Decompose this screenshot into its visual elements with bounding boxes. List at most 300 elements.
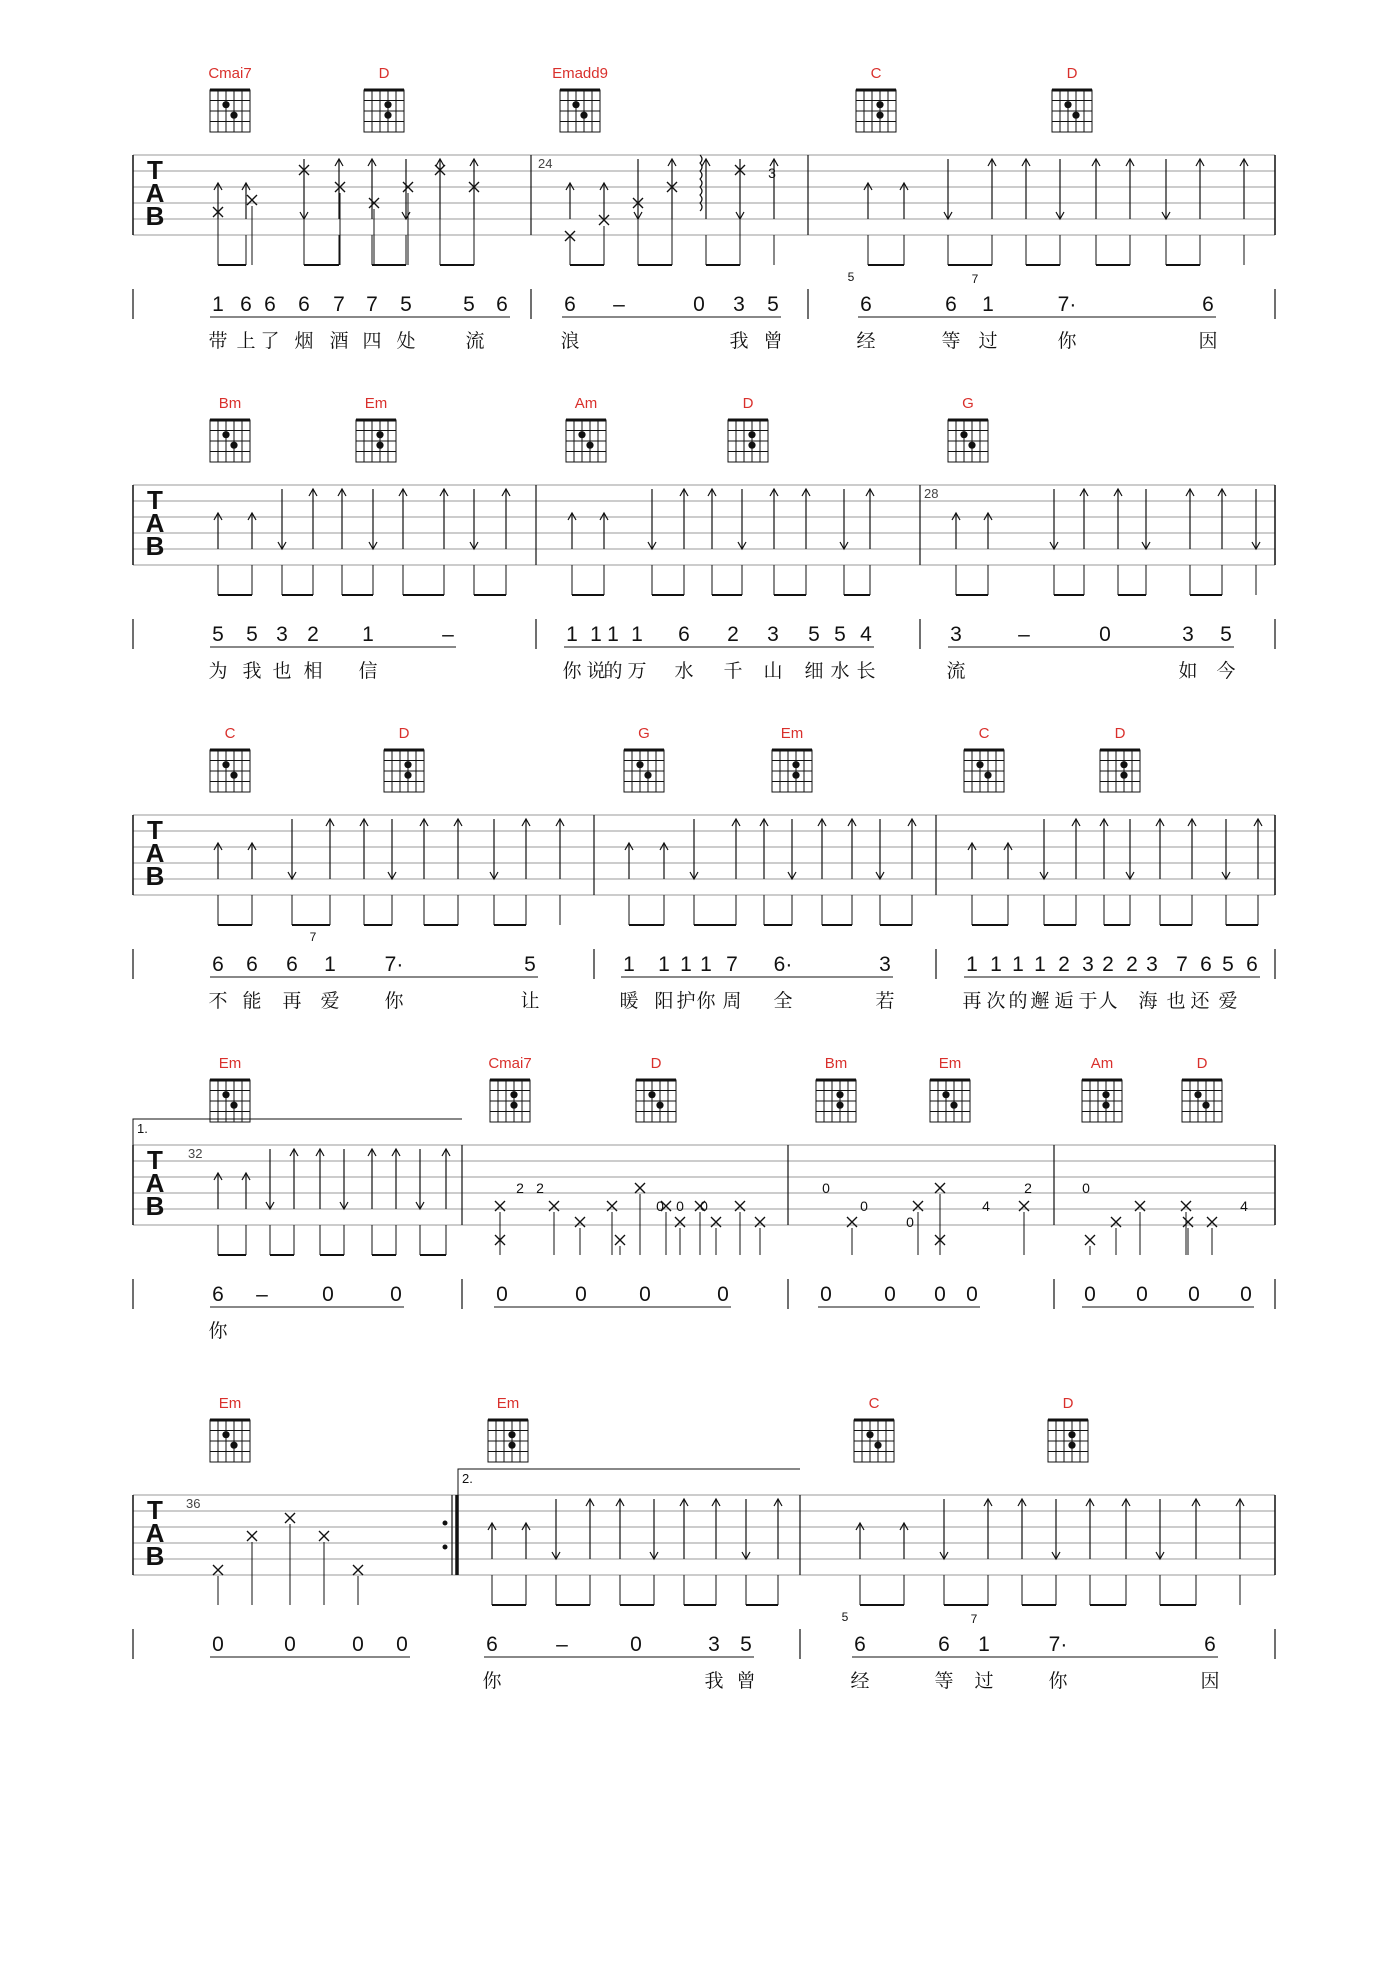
finger-dot <box>384 101 391 108</box>
jianpu-note: 3 <box>767 623 779 646</box>
lyric-char: 今 <box>1216 661 1236 682</box>
chord-name: Bm <box>824 1055 848 1072</box>
jianpu-note: 3 <box>1182 623 1194 646</box>
finger-dot <box>230 772 237 779</box>
lyric-char: 你 <box>208 1321 228 1342</box>
jianpu-note: 5 <box>246 623 258 646</box>
jianpu-note: 2 <box>1058 953 1070 976</box>
picked-note-x <box>935 1183 945 1193</box>
finger-dot <box>230 1442 237 1449</box>
finger-dot <box>1068 1442 1075 1449</box>
tab-fret-number: 4 <box>982 1198 990 1214</box>
chord-diagram <box>1048 1395 1088 1462</box>
tab-fret-number: 0 <box>822 1180 830 1196</box>
tab-fret-number: 3 <box>768 165 776 181</box>
tab-clef-letter: A <box>145 178 165 208</box>
lyric-char: 处 <box>396 331 416 352</box>
finger-dot <box>376 431 383 438</box>
finger-dot <box>748 431 755 438</box>
lyric-char: 爱 <box>1218 991 1238 1012</box>
jianpu-dash: – <box>613 293 625 316</box>
lyric-char: 细 <box>804 661 824 682</box>
jianpu-note: 7· <box>1057 293 1077 316</box>
chord-diagram <box>1100 725 1140 792</box>
jianpu-note: 7 <box>366 293 378 316</box>
finger-dot <box>404 761 411 768</box>
jianpu-note: 0 <box>639 1283 651 1306</box>
finger-dot <box>1068 1431 1075 1438</box>
jianpu-note: 5 <box>1220 623 1232 646</box>
jianpu-note: 5 <box>808 623 820 646</box>
jianpu-note: 6 <box>678 623 690 646</box>
lyric-char: 流 <box>946 661 966 682</box>
tab-clef-letter: A <box>145 1168 165 1198</box>
measure-number: 28 <box>924 486 939 501</box>
grace-note: 7 <box>970 1612 978 1626</box>
lyric-char: 上 <box>236 331 256 352</box>
finger-dot <box>510 1102 517 1109</box>
chord-diagram <box>930 1055 970 1122</box>
tab-fret-number: 0 <box>860 1198 868 1214</box>
lyric-char: 也 <box>1166 991 1186 1012</box>
finger-dot <box>1072 112 1079 119</box>
lyric-char: 酒 <box>329 331 349 352</box>
finger-dot <box>976 761 983 768</box>
lyric-char: 过 <box>974 1671 994 1692</box>
jianpu-note: 0 <box>496 1283 508 1306</box>
finger-dot <box>644 772 651 779</box>
finger-dot <box>648 1091 655 1098</box>
chord-name: D <box>1062 1395 1074 1412</box>
grace-note: 7 <box>309 930 317 944</box>
jianpu-note: 0 <box>1136 1283 1148 1306</box>
chord-name: Emadd9 <box>552 65 608 82</box>
jianpu-note: 7 <box>333 293 345 316</box>
lyric-char: 流 <box>465 331 485 352</box>
picked-note-x <box>615 1235 625 1245</box>
lyric-char: 万 <box>627 661 647 682</box>
jianpu-note: 6 <box>212 953 224 976</box>
jianpu-note: 3 <box>708 1633 720 1656</box>
jianpu-note: 7· <box>1048 1633 1068 1656</box>
chord-diagram <box>1082 1055 1122 1122</box>
picked-note-x <box>213 1565 223 1575</box>
jianpu-dash: – <box>1018 623 1030 646</box>
lyric-char: 我 <box>242 661 262 682</box>
jianpu-note: 5 <box>1222 953 1234 976</box>
tab-fret-number: 4 <box>1240 1198 1248 1214</box>
finger-dot <box>1202 1102 1209 1109</box>
chord-diagram <box>1182 1055 1222 1122</box>
chord-name: Am <box>1090 1055 1114 1072</box>
lyric-char: 我 <box>729 331 749 352</box>
chord-name: C <box>224 725 236 742</box>
lyric-char: 千 <box>723 661 743 682</box>
lyric-char: 次 <box>986 991 1006 1012</box>
jianpu-note: 3 <box>879 953 891 976</box>
jianpu-note: 6 <box>264 293 276 316</box>
jianpu-note: 0 <box>575 1283 587 1306</box>
lyric-char: 于 <box>1078 991 1098 1012</box>
jianpu-note: 1 <box>700 953 712 976</box>
grace-note: 5 <box>847 270 855 284</box>
lyric-char: 爱 <box>320 991 340 1012</box>
picked-note-x <box>353 1565 363 1575</box>
chord-name: C <box>978 725 990 742</box>
chord-diagram <box>210 725 250 792</box>
finger-dot <box>230 442 237 449</box>
tab-clef-letter: B <box>145 1541 165 1571</box>
jianpu-note: 1 <box>590 623 602 646</box>
chord-diagram <box>208 65 251 132</box>
jianpu-note: 5 <box>834 623 846 646</box>
chord-diagram <box>384 725 424 792</box>
lyric-char: 你 <box>562 661 582 682</box>
lyric-char: 全 <box>773 991 793 1012</box>
volta-label: 1. <box>137 1121 148 1136</box>
jianpu-note: 3 <box>1082 953 1094 976</box>
tab-system-row <box>133 725 1275 1012</box>
jianpu-note: 5 <box>212 623 224 646</box>
lyric-char: 过 <box>978 331 998 352</box>
picked-note-x <box>247 1531 257 1541</box>
chord-diagram <box>552 65 608 132</box>
lyric-char: 周 <box>722 991 742 1012</box>
chord-diagram <box>624 725 664 792</box>
chord-diagram <box>856 65 896 132</box>
jianpu-note: 2 <box>727 623 739 646</box>
chord-name: Cmai7 <box>488 1055 532 1072</box>
jianpu-note: 6 <box>854 1633 866 1656</box>
finger-dot <box>792 772 799 779</box>
lyric-char: 让 <box>520 991 540 1012</box>
finger-dot <box>1102 1102 1109 1109</box>
finger-dot <box>836 1102 843 1109</box>
tab-clef-letter: T <box>147 155 163 185</box>
jianpu-note: 6· <box>773 953 793 976</box>
finger-dot <box>874 1442 881 1449</box>
jianpu-note: 6 <box>212 1283 224 1306</box>
jianpu-note: 0 <box>396 1633 408 1656</box>
finger-dot <box>836 1091 843 1098</box>
lyric-char: 你 <box>482 1671 502 1692</box>
finger-dot <box>508 1442 515 1449</box>
finger-dot <box>876 101 883 108</box>
jianpu-dash: – <box>556 1633 568 1656</box>
jianpu-note: 0 <box>717 1283 729 1306</box>
lyric-char: 如 <box>1178 661 1198 682</box>
tab-system-row <box>133 395 1275 682</box>
tab-clef-letter: A <box>145 1518 165 1548</box>
tab-clef-letter: T <box>147 485 163 515</box>
finger-dot <box>510 1091 517 1098</box>
chord-diagram <box>364 65 404 132</box>
jianpu-note: 1 <box>658 953 670 976</box>
jianpu-note: 0 <box>820 1283 832 1306</box>
chord-name: Cmai7 <box>208 65 252 82</box>
jianpu-note: 0 <box>884 1283 896 1306</box>
lyric-char: 因 <box>1198 331 1218 352</box>
lyric-char: 水 <box>830 661 850 682</box>
finger-dot <box>222 761 229 768</box>
chord-name: D <box>1114 725 1126 742</box>
finger-dot <box>578 431 585 438</box>
lyric-char: 烟 <box>294 331 314 352</box>
lyric-char: 相 <box>303 661 323 682</box>
lyric-char: 也 <box>272 661 292 682</box>
finger-dot <box>508 1431 515 1438</box>
chord-name: Em <box>780 725 804 742</box>
lyric-char: 暖 <box>619 991 639 1012</box>
finger-dot <box>1102 1091 1109 1098</box>
jianpu-note: 0 <box>1240 1283 1252 1306</box>
lyric-char: 的 <box>603 661 623 682</box>
tab-fret-number: 2 <box>536 1180 544 1196</box>
jianpu-note: 0 <box>1188 1283 1200 1306</box>
measure-number: 24 <box>538 156 553 171</box>
jianpu-note: 1 <box>362 623 374 646</box>
chord-name: Em <box>218 1055 242 1072</box>
jianpu-note: 3 <box>1146 953 1158 976</box>
tab-clef-letter: B <box>145 1191 165 1221</box>
tab-clef-letter: T <box>147 1145 163 1175</box>
grace-note: 5 <box>841 1610 849 1624</box>
finger-dot <box>222 101 229 108</box>
lyric-char: 你 <box>1048 1671 1068 1692</box>
chord-name: G <box>638 725 650 742</box>
jianpu-dash: – <box>256 1283 268 1306</box>
chord-name: D <box>742 395 754 412</box>
jianpu-note: 6 <box>1200 953 1212 976</box>
lyric-char: 为 <box>208 661 228 682</box>
lyric-char: 曾 <box>736 1671 756 1692</box>
jianpu-note: 1 <box>623 953 635 976</box>
chord-name: Em <box>364 395 388 412</box>
jianpu-note: 0 <box>322 1283 334 1306</box>
finger-dot <box>942 1091 949 1098</box>
jianpu-note: 1 <box>324 953 336 976</box>
jianpu-note: 0 <box>693 293 705 316</box>
jianpu-note: 0 <box>630 1633 642 1656</box>
lyric-char: 长 <box>856 661 876 682</box>
finger-dot <box>1120 761 1127 768</box>
jianpu-note: 2 <box>1102 953 1114 976</box>
picked-note-x <box>285 1513 295 1523</box>
finger-dot <box>230 1102 237 1109</box>
tab-fret-number: 0 <box>700 1198 708 1214</box>
chord-name: Bm <box>218 395 242 412</box>
picked-note-x <box>1085 1235 1095 1245</box>
jianpu-note: 6 <box>860 293 872 316</box>
jianpu-note: 6 <box>286 953 298 976</box>
repeat-dot <box>443 1545 448 1550</box>
finger-dot <box>572 101 579 108</box>
jianpu-note: 0 <box>1084 1283 1096 1306</box>
finger-dot <box>968 442 975 449</box>
lyric-char: 人 <box>1098 991 1118 1012</box>
jianpu-note: 1 <box>982 293 994 316</box>
jianpu-note: 3 <box>276 623 288 646</box>
lyric-char: 还 <box>1190 991 1210 1012</box>
lyric-char: 说 <box>586 661 606 682</box>
jianpu-note: 0 <box>934 1283 946 1306</box>
finger-dot <box>960 431 967 438</box>
chord-diagram <box>210 395 250 462</box>
tab-system-row <box>133 1055 1275 1342</box>
chord-name: C <box>870 65 882 82</box>
jianpu-note: 1 <box>1012 953 1024 976</box>
chord-name: D <box>1196 1055 1208 1072</box>
chord-diagram <box>728 395 768 462</box>
chord-name: G <box>962 395 974 412</box>
chord-diagram <box>772 725 812 792</box>
jianpu-note: 6 <box>496 293 508 316</box>
jianpu-note: 6 <box>945 293 957 316</box>
jianpu-note: 0 <box>966 1283 978 1306</box>
finger-dot <box>876 112 883 119</box>
jianpu-note: 3 <box>733 293 745 316</box>
picked-note-x <box>319 1531 329 1541</box>
jianpu-note: 7 <box>1176 953 1188 976</box>
finger-dot <box>222 1091 229 1098</box>
chord-diagram <box>566 395 606 462</box>
jianpu-note: 6 <box>246 953 258 976</box>
picked-note-x <box>635 1183 645 1193</box>
tab-clef-letter: A <box>145 508 165 538</box>
chord-name: Em <box>496 1395 520 1412</box>
tab-system-row <box>133 65 1275 352</box>
lyric-char: 不 <box>208 991 228 1012</box>
tab-fret-number: 0 <box>906 1214 914 1230</box>
chord-diagram <box>964 725 1004 792</box>
finger-dot <box>866 1431 873 1438</box>
lyric-char: 曾 <box>763 331 783 352</box>
jianpu-note: 5 <box>767 293 779 316</box>
tab-fret-number: 0 <box>676 1198 684 1214</box>
lyric-char: 你 <box>384 991 404 1012</box>
lyric-char: 你 <box>696 991 716 1012</box>
tab-fret-number: 2 <box>1024 1180 1032 1196</box>
jianpu-note: 5 <box>400 293 412 316</box>
jianpu-note: 1 <box>966 953 978 976</box>
tab-clef-letter: T <box>147 815 163 845</box>
lyric-char: 的 <box>1008 991 1028 1012</box>
lyric-char: 邂 <box>1030 991 1050 1012</box>
finger-dot <box>984 772 991 779</box>
chord-name: Am <box>574 395 598 412</box>
chord-name: Em <box>938 1055 962 1072</box>
finger-dot <box>1120 772 1127 779</box>
lyric-char: 信 <box>358 661 378 682</box>
lyric-char: 四 <box>362 331 382 352</box>
chord-name: D <box>378 65 390 82</box>
lyric-char: 逅 <box>1054 991 1074 1012</box>
jianpu-note: 5 <box>524 953 536 976</box>
jianpu-note: 0 <box>390 1283 402 1306</box>
chord-diagram <box>816 1055 856 1122</box>
chord-diagram <box>210 1395 250 1462</box>
repeat-dot <box>443 1521 448 1526</box>
tab-clef-letter: A <box>145 838 165 868</box>
finger-dot <box>586 442 593 449</box>
tab-fret-number: 2 <box>516 1180 524 1196</box>
lyric-char: 水 <box>674 661 694 682</box>
jianpu-note: 0 <box>212 1633 224 1656</box>
jianpu-note: 1 <box>607 623 619 646</box>
finger-dot <box>404 772 411 779</box>
jianpu-note: 7· <box>384 953 404 976</box>
jianpu-note: 6 <box>486 1633 498 1656</box>
finger-dot <box>222 431 229 438</box>
lyric-char: 海 <box>1138 991 1158 1012</box>
jianpu-note: 2 <box>307 623 319 646</box>
finger-dot <box>950 1102 957 1109</box>
finger-dot <box>376 442 383 449</box>
finger-dot <box>656 1102 663 1109</box>
jianpu-note: 0 <box>284 1633 296 1656</box>
measure-number: 32 <box>188 1146 203 1161</box>
tab-clef-letter: T <box>147 1495 163 1525</box>
tab-clef-letter: B <box>145 531 165 561</box>
jianpu-note: 5 <box>463 293 475 316</box>
lyric-char: 若 <box>875 991 895 1012</box>
lyric-char: 浪 <box>560 331 580 352</box>
lyric-char: 带 <box>208 331 228 352</box>
finger-dot <box>384 112 391 119</box>
lyric-char: 等 <box>934 1671 954 1692</box>
jianpu-note: 1 <box>680 953 692 976</box>
finger-dot <box>636 761 643 768</box>
jianpu-note: 1 <box>212 293 224 316</box>
chord-name: C <box>868 1395 880 1412</box>
jianpu-note: 1 <box>978 1633 990 1656</box>
jianpu-note: 1 <box>631 623 643 646</box>
jianpu-note: 4 <box>860 623 872 646</box>
chord-diagram <box>488 1395 528 1462</box>
finger-dot <box>1064 101 1071 108</box>
finger-dot <box>792 761 799 768</box>
tab-system-row <box>133 1395 1275 1692</box>
finger-dot <box>230 112 237 119</box>
jianpu-note: 3 <box>950 623 962 646</box>
tab-fret-number: 0 <box>656 1198 664 1214</box>
jianpu-note: 5 <box>740 1633 752 1656</box>
chord-diagram <box>210 1055 250 1122</box>
finger-dot <box>580 112 587 119</box>
lyric-char: 护 <box>676 991 696 1012</box>
lyric-char: 能 <box>242 991 262 1012</box>
jianpu-note: 6 <box>240 293 252 316</box>
jianpu-note: 6 <box>1204 1633 1216 1656</box>
measure-number: 36 <box>186 1496 201 1511</box>
finger-dot <box>748 442 755 449</box>
lyric-char: 等 <box>941 331 961 352</box>
jianpu-note: 6 <box>1246 953 1258 976</box>
jianpu-note: 1 <box>566 623 578 646</box>
jianpu-note: 0 <box>352 1633 364 1656</box>
volta-label: 2. <box>462 1471 473 1486</box>
lyric-char: 我 <box>704 1671 724 1692</box>
jianpu-note: 6 <box>564 293 576 316</box>
lyric-char: 经 <box>856 331 876 352</box>
chord-diagram <box>854 1395 894 1462</box>
lyric-char: 因 <box>1200 1671 1220 1692</box>
jianpu-note: 6 <box>938 1633 950 1656</box>
chord-name: D <box>1066 65 1078 82</box>
lyric-char: 再 <box>962 991 982 1012</box>
volta-bracket <box>458 1469 800 1495</box>
jianpu-note: 2 <box>1126 953 1138 976</box>
